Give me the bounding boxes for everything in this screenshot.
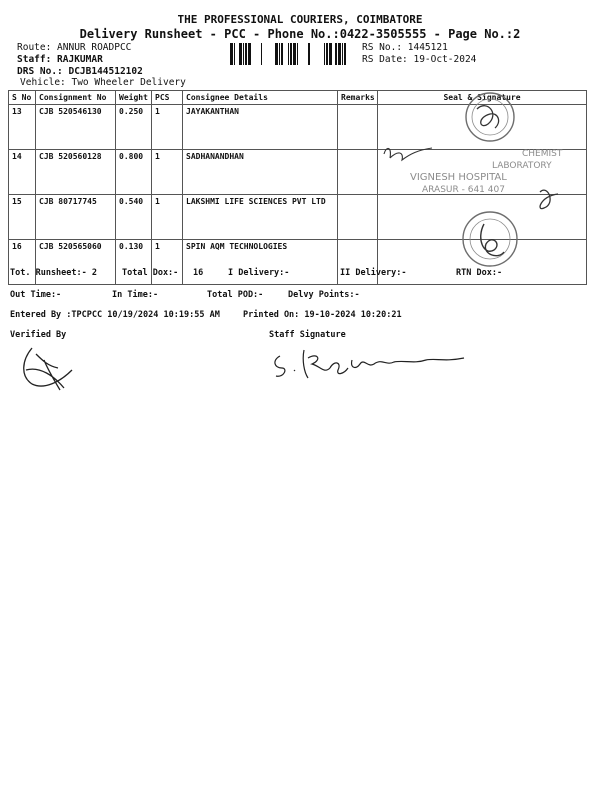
barcode-bar bbox=[288, 43, 289, 65]
cell-pcs: 1 bbox=[152, 195, 183, 240]
staff-label: Staff: RAJKUMAR bbox=[17, 54, 103, 65]
col-header-consignee: Consignee Details bbox=[183, 91, 338, 105]
signature-icon bbox=[481, 224, 504, 256]
signature-icon bbox=[477, 106, 499, 128]
cell-pcs: 1 bbox=[152, 150, 183, 195]
barcode-bar bbox=[329, 43, 332, 65]
barcode-bar bbox=[297, 43, 298, 65]
cell-consignment: CJB 520560128 bbox=[36, 150, 116, 195]
staff-signature-label: Staff Signature bbox=[269, 330, 346, 340]
rs-number: RS No.: 1445121 bbox=[362, 42, 448, 53]
signature-icon bbox=[384, 148, 432, 160]
cell-pcs: 1 bbox=[152, 105, 183, 150]
barcode-bar bbox=[275, 43, 278, 65]
col-header-weight: Weight bbox=[116, 91, 152, 105]
cell-consignment: CJB 520546130 bbox=[36, 105, 116, 150]
stamp-line-3: VIGNESH HOSPITAL bbox=[410, 172, 507, 183]
barcode-bar bbox=[239, 43, 242, 65]
verified-signature-icon bbox=[14, 340, 84, 395]
barcode-bar bbox=[342, 43, 343, 65]
cell-consignment: CJB 520565060 bbox=[36, 240, 116, 285]
stamp-line-4: ARASUR - 641 407 bbox=[422, 185, 505, 195]
total-dox-value: 16 bbox=[193, 268, 204, 278]
i-delivery: I Delivery:- bbox=[228, 268, 290, 278]
printed-on: Printed On: 19-10-2024 10:20:21 bbox=[243, 310, 402, 320]
cell-consignment: CJB 80717745 bbox=[36, 195, 116, 240]
entered-by: Entered By :TPCPCC 10/19/2024 10:19:55 AM bbox=[10, 310, 220, 320]
cell-consignee: SPIN AQM TECHNOLOGIES bbox=[183, 240, 338, 285]
verified-by-label: Verified By bbox=[10, 330, 67, 340]
round-seal-icon bbox=[466, 93, 514, 141]
barcode-bar bbox=[248, 43, 251, 65]
cell-weight: 0.130 bbox=[116, 240, 152, 285]
barcode-bar bbox=[324, 43, 325, 65]
barcode-bar bbox=[293, 43, 296, 65]
cell-consignee: JAYAKANTHAN bbox=[183, 105, 338, 150]
barcode-bar bbox=[290, 43, 292, 65]
barcode-bar bbox=[326, 43, 328, 65]
barcode-bar bbox=[245, 43, 247, 65]
cell-consignee: SADHANANDHAN bbox=[183, 150, 338, 195]
barcode-bar bbox=[308, 43, 310, 65]
col-header-pcs: PCS bbox=[152, 91, 183, 105]
col-header-seal: Seal & Signature bbox=[378, 91, 587, 105]
runsheet-title: Delivery Runsheet - PCC - Phone No.:0422-3505555 - Page No.:2 bbox=[79, 27, 521, 41]
cell-sno: 15 bbox=[9, 195, 36, 240]
cell-weight: 0.250 bbox=[116, 105, 152, 150]
barcode-bar bbox=[281, 43, 283, 65]
stamp-line-1: CHEMIST bbox=[522, 149, 563, 159]
barcode-bar bbox=[338, 43, 341, 65]
cell-sno: 16 bbox=[9, 240, 36, 285]
delvy-points: Delvy Points:- bbox=[288, 290, 360, 300]
barcode-bar bbox=[243, 43, 244, 65]
vehicle-label: Vehicle: Two Wheeler Delivery bbox=[20, 77, 186, 88]
col-header-remarks: Remarks bbox=[338, 91, 378, 105]
route-label: Route: ANNUR ROADPCC bbox=[17, 42, 132, 53]
cell-sno: 13 bbox=[9, 105, 36, 150]
tot-runsheet: Tot. Runsheet:- 2 bbox=[10, 268, 97, 278]
barcode bbox=[230, 43, 356, 65]
rs-date: RS Date: 19-Oct-2024 bbox=[362, 54, 477, 65]
rtn-dox: RTN Dox:- bbox=[456, 268, 503, 278]
cell-consignee: LAKSHMI LIFE SCIENCES PVT LTD bbox=[183, 195, 338, 240]
col-header-consignment: Consignment No bbox=[36, 91, 116, 105]
out-time: Out Time:- bbox=[10, 290, 62, 300]
total-dox-label: Total Dox:- bbox=[122, 268, 179, 278]
barcode-bar bbox=[335, 43, 337, 65]
barcode-bar bbox=[230, 43, 233, 65]
barcode-bar bbox=[279, 43, 280, 65]
cell-sno: 14 bbox=[9, 150, 36, 195]
cell-pcs: 1 bbox=[152, 240, 183, 285]
stamp-line-2: LABORATORY bbox=[492, 161, 552, 171]
barcode-bar bbox=[234, 43, 235, 65]
ii-delivery: II Delivery:- bbox=[340, 268, 407, 278]
staff-signature-icon bbox=[264, 340, 484, 385]
cell-weight: 0.800 bbox=[116, 150, 152, 195]
drs-number: DRS No.: DCJB144512102 bbox=[17, 66, 143, 77]
company-title: THE PROFESSIONAL COURIERS, COIMBATORE bbox=[177, 13, 423, 26]
cell-weight: 0.540 bbox=[116, 195, 152, 240]
total-pod: Total POD:- bbox=[207, 290, 264, 300]
round-seal-icon bbox=[463, 212, 517, 266]
col-header-sno: S No bbox=[9, 91, 36, 105]
barcode-bar bbox=[261, 43, 262, 65]
in-time: In Time:- bbox=[112, 290, 159, 300]
signature-icon bbox=[540, 190, 558, 209]
barcode-bar bbox=[344, 43, 346, 65]
